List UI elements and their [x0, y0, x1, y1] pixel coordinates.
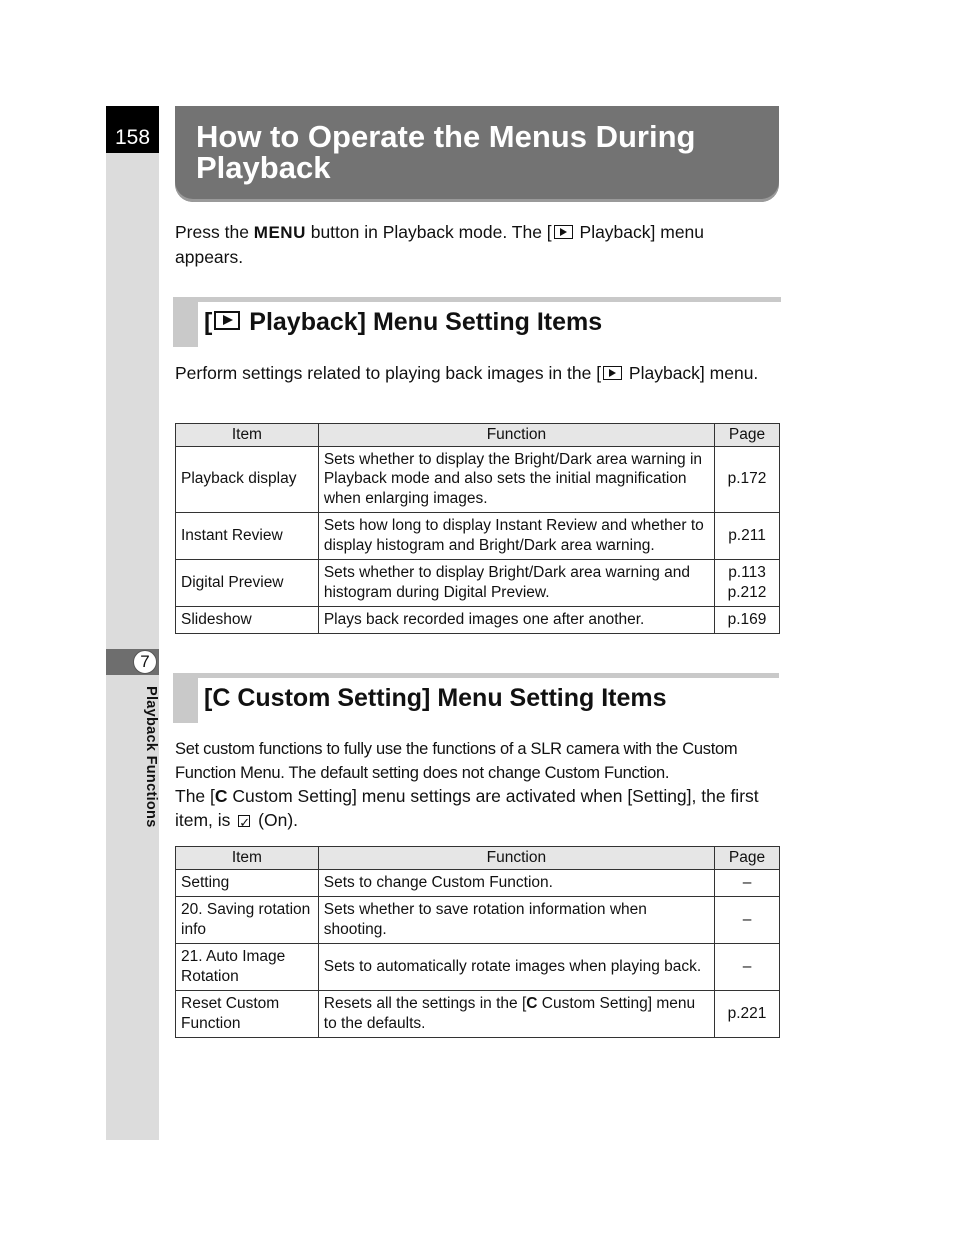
custom-activation-note: The [C Custom Setting] menu settings are activated when [Setting], the first item, is ✓ (On). [175, 784, 775, 832]
custom-section-heading [173, 673, 779, 723]
table-header-row [176, 424, 780, 447]
header-function: Function [318, 847, 714, 870]
playback-menu-table [175, 423, 780, 634]
row-item: Slideshow [176, 606, 319, 633]
row-item: Reset Custom Function [176, 990, 319, 1037]
custom-setting-icon: C [214, 786, 228, 806]
table-row [176, 943, 780, 990]
custom-setting-icon: C [526, 995, 538, 1012]
chapter-number: 7 [133, 650, 157, 674]
heading-tab [173, 297, 198, 347]
header-page: Page [715, 424, 780, 447]
row-item: Digital Preview [176, 559, 319, 606]
row-function: Sets whether to display the Bright/Dark area warning in Playback mode and also sets the initial magnification when enlarging images. [318, 446, 714, 512]
side-strip [106, 106, 159, 1140]
playback-section-heading [173, 297, 781, 347]
row-page: – [715, 869, 780, 896]
row-function: Sets whether to display Bright/Dark area warning and histogram during Digital Preview. [318, 559, 714, 606]
custom-description: Set custom functions to fully use the functions of a SLR camera with the Custom Function Menu. The default setting does not change Custom Function. [175, 740, 738, 782]
playback-icon [603, 366, 622, 380]
table-row [176, 559, 780, 606]
row-function: Sets to automatically rotate images when playing back. [318, 943, 714, 990]
custom-setting-icon: C [212, 684, 231, 712]
row-item: Playback display [176, 446, 319, 512]
intro-paragraph: Press the MENU button in Playback mode. The [ Playback] menu appears. [175, 222, 705, 267]
row-function: Sets how long to display Instant Review and whether to display histogram and Bright/Dark area warning. [318, 512, 714, 559]
row-function: Resets all the settings in the [C Custom Setting] menu to the defaults. [318, 990, 714, 1037]
row-function: Sets to change Custom Function. [318, 869, 714, 896]
table-row [176, 512, 780, 559]
header-item: Item [176, 424, 319, 447]
header-item: Item [176, 847, 319, 870]
row-page: – [715, 943, 780, 990]
page-number: 158 [106, 106, 159, 153]
row-page: p.221 [715, 990, 780, 1037]
row-page: – [715, 896, 780, 943]
table-row [176, 990, 780, 1037]
header-page: Page [715, 847, 780, 870]
custom-menu-table [175, 846, 780, 1038]
row-page: p.211 [715, 512, 780, 559]
checkbox-on-icon [238, 815, 250, 827]
row-item: 20. Saving rotation info [176, 896, 319, 943]
table-header-row [176, 847, 780, 870]
playback-description: Perform settings related to playing back images in the [ Playback] menu. [175, 363, 759, 383]
table-row [176, 606, 780, 633]
heading-tab [173, 673, 198, 723]
custom-heading-label: [C Custom Setting] Menu Setting Items [204, 684, 667, 712]
row-page: p.113 p.212 [715, 559, 780, 606]
playback-heading-label: [ Playback] Menu Setting Items [204, 308, 603, 336]
chapter-label: Playback Functions [143, 686, 159, 828]
table-row [176, 446, 780, 512]
row-function: Plays back recorded images one after another. [318, 606, 714, 633]
playback-icon [214, 311, 240, 330]
row-function: Sets whether to save rotation information when shooting. [318, 896, 714, 943]
header-function: Function [318, 424, 714, 447]
row-item: Instant Review [176, 512, 319, 559]
table-row [176, 869, 780, 896]
menu-button-glyph: MENU [253, 223, 306, 242]
playback-icon [554, 225, 573, 239]
page-title: How to Operate the Menus During Playback [196, 119, 696, 185]
row-page: p.172 [715, 446, 780, 512]
row-item: Setting [176, 869, 319, 896]
row-item: 21. Auto Image Rotation [176, 943, 319, 990]
row-page: p.169 [715, 606, 780, 633]
table-row [176, 896, 780, 943]
